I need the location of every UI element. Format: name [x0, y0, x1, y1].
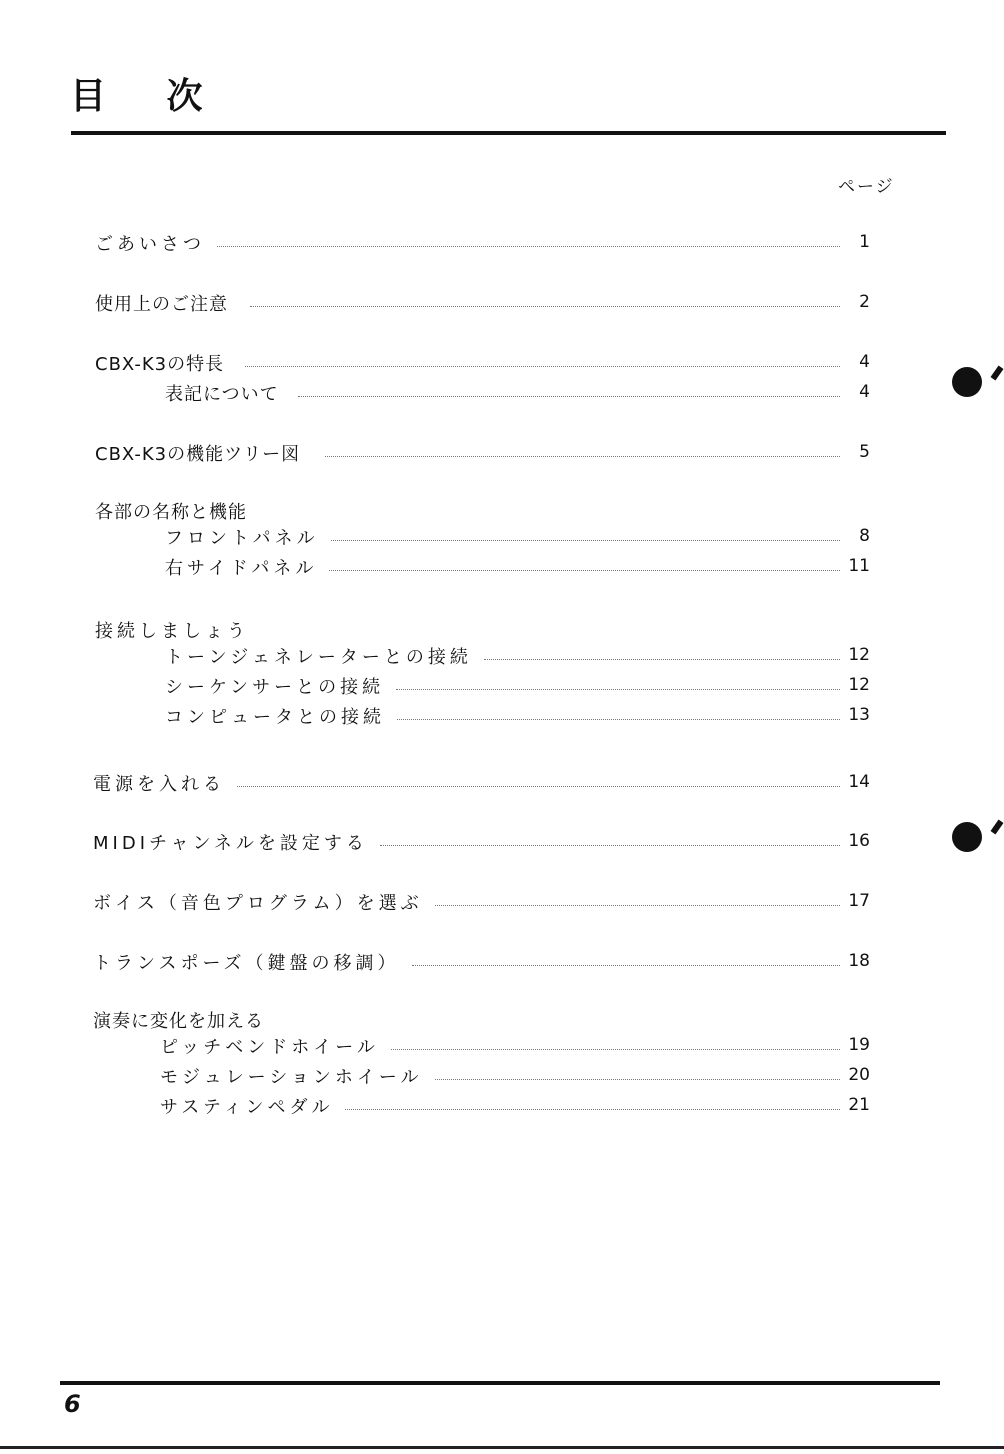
toc-entry-page: 20: [848, 1065, 870, 1085]
toc-entry-label: コンピュータとの接続: [165, 703, 389, 729]
toc-entry-page: 5: [859, 442, 870, 462]
toc-entry-label: CBX-K3の機能ツリー図: [95, 440, 304, 466]
toc-entry-label: CBX-K3の特長: [95, 350, 228, 376]
toc-entry[interactable]: [0, 829, 1004, 855]
toc-section-heading: 演奏に変化を加える: [93, 1011, 264, 1032]
toc-entry[interactable]: [0, 770, 1004, 796]
toc-entry-page: 16: [848, 831, 870, 851]
toc-entry[interactable]: [0, 1063, 1004, 1089]
leader-dots: [435, 1079, 840, 1080]
toc-entry[interactable]: [0, 380, 1004, 406]
leader-dots: [237, 786, 840, 787]
leader-dots: [245, 366, 840, 367]
leader-dots: [329, 570, 840, 571]
toc-entry[interactable]: [0, 703, 1004, 729]
toc-entry[interactable]: [0, 524, 1004, 550]
toc-entry-page: 17: [848, 891, 870, 911]
toc-entry[interactable]: [0, 350, 1004, 376]
toc-entry-label: フロントパネル: [165, 524, 323, 550]
toc-entry[interactable]: [0, 673, 1004, 699]
leader-dots: [380, 845, 840, 846]
title-rule: [71, 131, 946, 135]
leader-dots: [435, 905, 840, 906]
toc-entry[interactable]: [0, 643, 1004, 669]
toc-entry[interactable]: [0, 230, 1004, 256]
leader-dots: [397, 719, 840, 720]
scan-edge-line: [0, 1446, 1004, 1449]
toc-entry-label: MIDIチャンネルを設定する: [93, 829, 372, 855]
toc-entry-page: 14: [848, 772, 870, 792]
toc-entry[interactable]: [0, 554, 1004, 580]
toc-entry-page: 2: [859, 292, 870, 312]
leader-dots: [331, 540, 840, 541]
toc-entry-page: 18: [848, 951, 870, 971]
leader-dots: [345, 1109, 840, 1110]
leader-dots: [396, 689, 840, 690]
toc-entry-label: 使用上のご注意: [95, 290, 232, 316]
toc-entry-page: 21: [848, 1095, 870, 1115]
toc-section-heading: 接続しましょう: [95, 621, 249, 642]
toc-entry-label: トランスポーズ（鍵盤の移調）: [93, 949, 404, 975]
page-column-label: ページ: [838, 177, 895, 197]
toc-entry-page: 19: [848, 1035, 870, 1055]
leader-dots: [217, 246, 840, 247]
toc-entry-label: ごあいさつ: [95, 230, 209, 256]
toc-entry-page: 4: [859, 382, 870, 402]
toc-entry[interactable]: [0, 440, 1004, 466]
toc-section-heading: 各部の名称と機能: [95, 502, 247, 523]
toc-entry-label: サスティンペダル: [160, 1093, 337, 1119]
toc-entry-label: 電源を入れる: [93, 770, 229, 796]
toc-entry-label: トーンジェネレーターとの接続: [165, 643, 476, 669]
toc-entry[interactable]: [0, 949, 1004, 975]
toc-entry[interactable]: [0, 1033, 1004, 1059]
toc-entry[interactable]: [0, 290, 1004, 316]
page-title: 目 次: [70, 76, 227, 117]
toc-entry-page: 13: [848, 705, 870, 725]
toc-entry-label: シーケンサーとの接続: [165, 673, 388, 699]
toc-entry-page: 4: [859, 352, 870, 372]
toc-entry[interactable]: [0, 889, 1004, 915]
leader-dots: [391, 1049, 840, 1050]
toc-entry-page: 12: [848, 675, 870, 695]
toc-entry-page: 1: [859, 232, 870, 252]
toc-entry-label: ピッチベンドホイール: [160, 1033, 383, 1059]
footer-rule: [60, 1381, 940, 1385]
toc-entry-label: 右サイドパネル: [165, 554, 321, 580]
toc-entry-page: 12: [848, 645, 870, 665]
leader-dots: [250, 306, 840, 307]
toc-entry-page: 8: [859, 526, 870, 546]
leader-dots: [298, 396, 840, 397]
binder-hole-mark: [952, 367, 982, 397]
leader-dots: [412, 965, 840, 966]
leader-dots: [484, 659, 840, 660]
toc-entry-label: 表記について: [165, 380, 283, 406]
toc-entry-label: モジュレーションホイール: [160, 1063, 427, 1089]
page-number: 6: [64, 1390, 81, 1418]
binder-hole-mark: [952, 822, 982, 852]
toc-entry-label: ボイス（音色プログラム）を選ぶ: [93, 889, 427, 915]
toc-entry[interactable]: [0, 1093, 1004, 1119]
toc-entry-page: 11: [848, 556, 870, 576]
leader-dots: [325, 456, 840, 457]
